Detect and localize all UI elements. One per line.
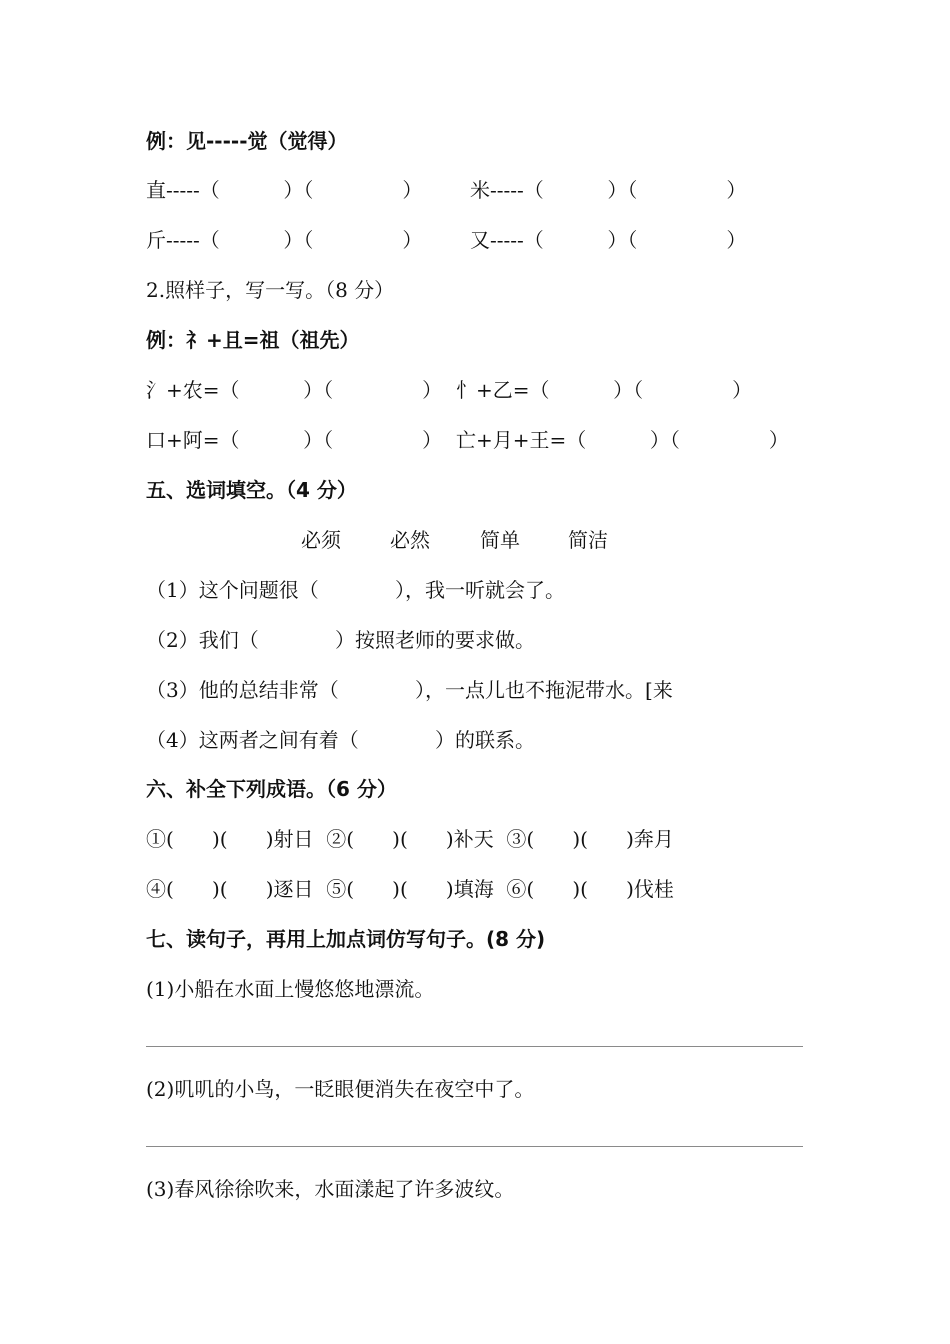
fill-row-3a: 氵+农=（ ）（ ） (146, 378, 443, 402)
fill-sentence-2: （2）我们（ ）按照老师的要求做。 (146, 628, 536, 652)
fill-row-1b: 米-----（ ）（ ） (470, 178, 747, 202)
fill-row-4a: 口+阿=（ ）（ ） (146, 428, 443, 452)
model-sentence-1: (1)小船在水面上慢悠悠地漂流。 (146, 977, 435, 1001)
answer-line-2 (146, 1146, 803, 1147)
word-option: 简单 (480, 528, 520, 552)
model-sentence-2: (2)叽叽的小鸟，一眨眼便消失在夜空中了。 (146, 1077, 535, 1101)
question-2-title: 2.照样子，写一写。（8 分） (146, 278, 395, 302)
word-option: 简洁 (568, 528, 608, 552)
fill-row-2a: 斤-----（ ）（ ） (146, 228, 423, 252)
model-sentence-3: (3)春风徐徐吹来，水面漾起了许多波纹。 (146, 1177, 515, 1201)
section-7-title: 七、读句子，再用上加点词仿写句子。(8 分) (146, 927, 546, 951)
fill-row-1a: 直-----（ ）（ ） (146, 178, 423, 202)
word-option: 必须 (301, 528, 341, 552)
fill-row-4b: 亡+月+王=（ ）（ ） (456, 428, 789, 452)
example-2: 例：礻+且=祖（祖先） (146, 328, 360, 352)
fill-sentence-3: （3）他的总结非常（ ），一点儿也不拖泥带水。[来 (146, 678, 673, 702)
fill-row-2b: 又-----（ ）（ ） (470, 228, 747, 252)
fill-sentence-1: （1）这个问题很（ ），我一听就会了。 (146, 578, 566, 602)
answer-line-1 (146, 1046, 803, 1047)
fill-row-3b: 忄+乙=（ ）（ ） (456, 378, 753, 402)
section-5-title: 五、选词填空。（4 分） (146, 478, 357, 502)
idiom-row-2: ④( )( )逐日 ⑤( )( )填海 ⑥( )( )伐桂 (146, 877, 674, 901)
word-option: 必然 (390, 528, 430, 552)
idiom-row-1: ①( )( )射日 ②( )( )补天 ③( )( )奔月 (146, 827, 674, 851)
fill-sentence-4: （4）这两者之间有着（ ）的联系。 (146, 728, 536, 752)
section-6-title: 六、补全下列成语。（6 分） (146, 777, 397, 801)
example-1: 例：见-----觉（觉得） (146, 129, 348, 153)
